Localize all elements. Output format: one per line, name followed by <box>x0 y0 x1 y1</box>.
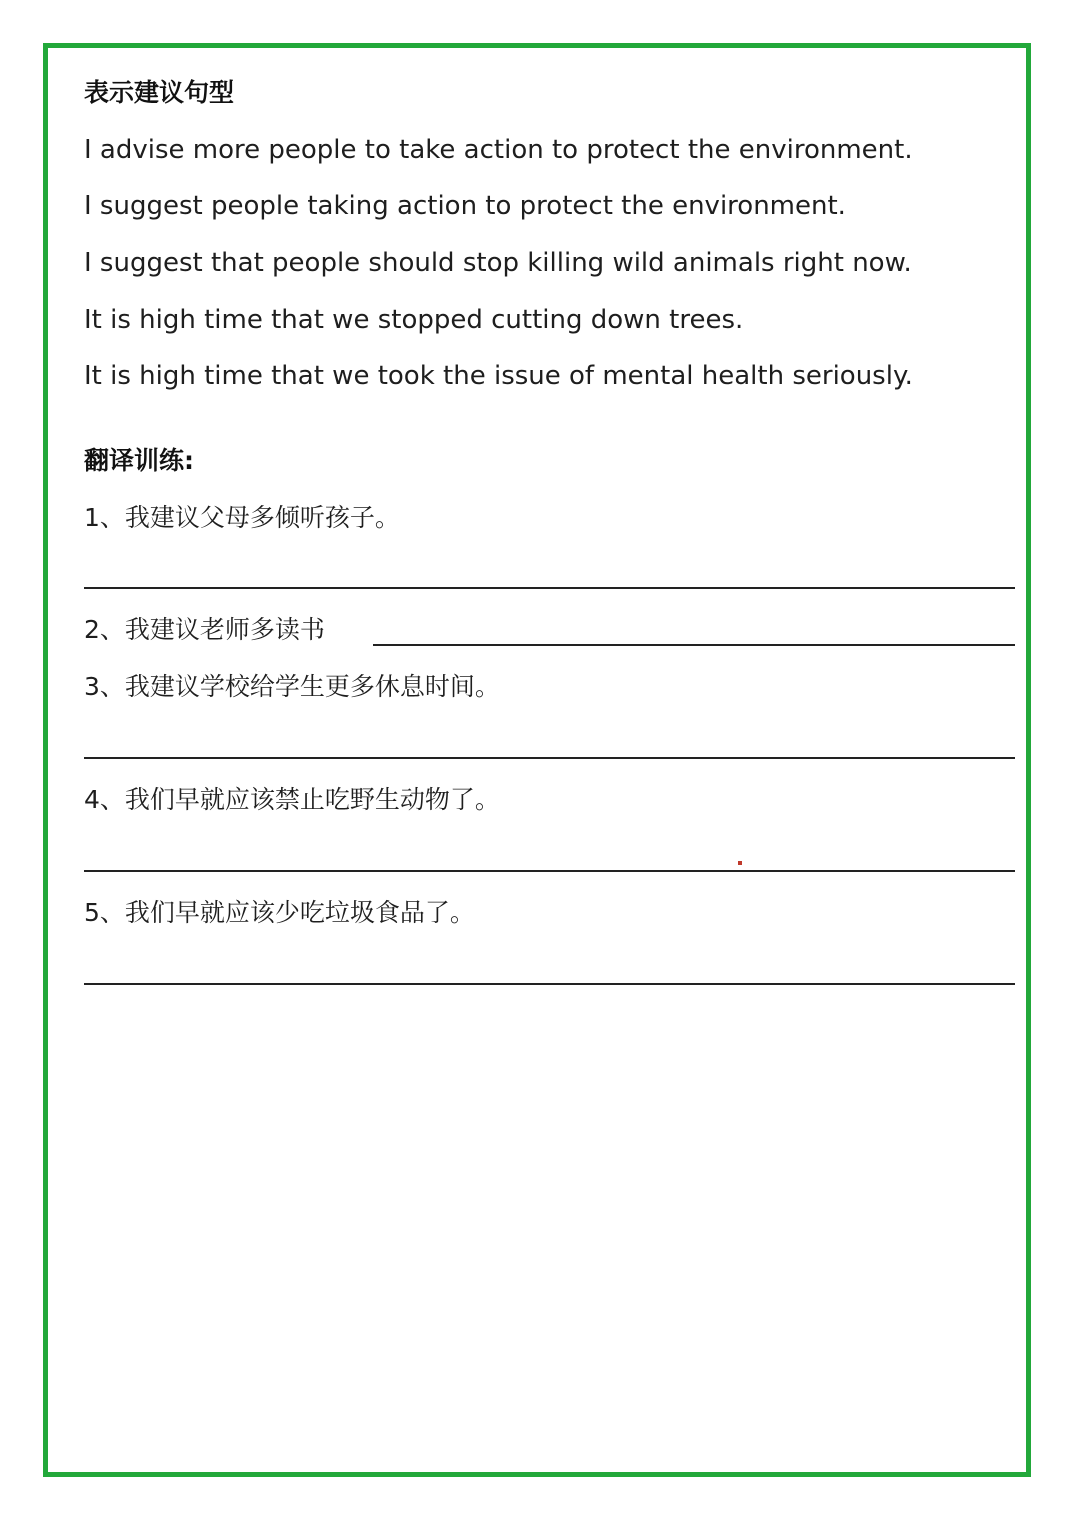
translation-section-title: 翻译训练: <box>84 446 194 475</box>
example-sentence-5: It is high time that we took the issue of mental health seriously. <box>84 361 913 391</box>
translation-item-5: 5、我们早就应该少吃垃圾食品了。 <box>84 898 475 927</box>
answer-line-4 <box>84 870 1015 872</box>
suggestion-section-title: 表示建议句型 <box>84 78 235 107</box>
translation-item-4: 4、我们早就应该禁止吃野生动物了。 <box>84 785 500 814</box>
answer-line-1 <box>84 587 1015 589</box>
example-sentence-2: I suggest people taking action to protect the environment. <box>84 191 846 221</box>
example-sentence-3: I suggest that people should stop killing wild animals right now. <box>84 248 912 278</box>
answer-line-3 <box>84 757 1015 759</box>
answer-line-2 <box>373 644 1015 646</box>
example-sentence-1: I advise more people to take action to protect the environment. <box>84 135 913 165</box>
translation-item-1: 1、我建议父母多倾听孩子。 <box>84 503 400 532</box>
translation-item-3: 3、我建议学校给学生更多休息时间。 <box>84 672 500 701</box>
answer-line-5 <box>84 983 1015 985</box>
translation-item-2: 2、我建议老师多读书 <box>84 615 325 644</box>
example-sentence-4: It is high time that we stopped cutting down trees. <box>84 305 744 335</box>
red-marker-dot <box>738 861 742 865</box>
